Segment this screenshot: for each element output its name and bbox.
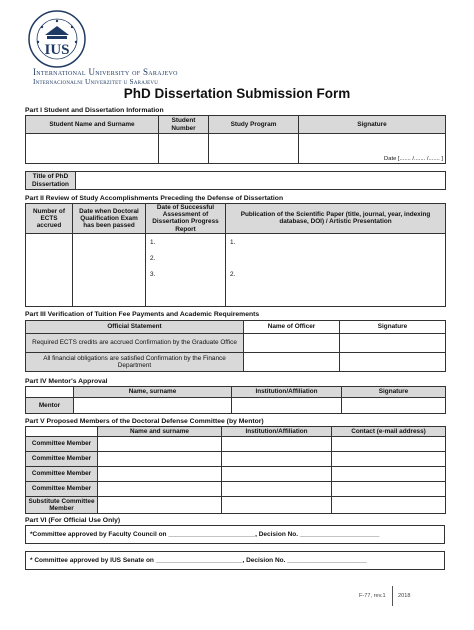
committee-name-field[interactable] (98, 482, 222, 497)
faculty-council-approval[interactable]: *Committee approved by Faculty Council on ________________________, Decision No. ______________________ (26, 526, 445, 544)
col-signature: Signature (299, 116, 446, 134)
committee-institution-field[interactable] (222, 497, 332, 514)
officer-signature-field[interactable] (340, 353, 446, 372)
committee-member-label: Committee Member (26, 467, 98, 482)
mentor-blank-header (26, 387, 74, 398)
logo-text: IUS (44, 42, 70, 58)
substitute-member-label: Substitute Committee Member (26, 497, 98, 514)
publication-item: 1. (230, 238, 236, 246)
title-table (25, 171, 446, 190)
col-official-statement: Official Statement (26, 321, 244, 334)
mentor-institution-field[interactable] (232, 398, 342, 414)
col-officer-name: Name of Officer (244, 321, 340, 334)
part6-table-2 (25, 551, 445, 570)
student-name-field[interactable] (26, 134, 159, 164)
ects-field[interactable] (26, 233, 73, 306)
student-number-field[interactable] (159, 134, 209, 164)
committee-institution-field[interactable] (222, 467, 332, 482)
table-row (26, 452, 446, 467)
university-name-en: International University of Sarajevo (33, 67, 178, 77)
mentor-name-field[interactable] (74, 398, 232, 414)
form-year: 2018 (398, 593, 411, 599)
col-committee-institution: Institution/Affiliation (222, 427, 332, 437)
committee-name-field[interactable] (98, 497, 222, 514)
committee-name-field[interactable] (98, 452, 222, 467)
form-title: PhD Dissertation Submission Form (123, 86, 351, 101)
part6-heading: Part VI (For Official Use Only) (25, 517, 121, 524)
table-row (26, 497, 446, 514)
statement-finance: All financial obligations are satisfied Confirmation by the Finance Department (26, 353, 244, 372)
publication-item: 2. (230, 270, 236, 278)
committee-blank-header (26, 427, 98, 437)
committee-member-label: Committee Member (26, 452, 98, 467)
officer-name-field[interactable] (244, 353, 340, 372)
signature-field[interactable] (299, 134, 446, 164)
committee-contact-field[interactable] (332, 467, 446, 482)
study-program-field[interactable] (209, 134, 299, 164)
assessment-item: 3. (150, 270, 156, 278)
col-publication: Publication of the Scientific Paper (title, journal, year, indexing database, DOI) / Artistic Presentation (226, 204, 446, 234)
committee-institution-field[interactable] (222, 437, 332, 452)
assessment-item: 1. (150, 238, 156, 246)
committee-contact-field[interactable] (332, 482, 446, 497)
title-field[interactable] (76, 172, 446, 190)
title-label: Title of PhD Dissertation (26, 172, 76, 190)
part4-table (25, 386, 446, 414)
publication-field[interactable] (226, 233, 446, 306)
mentor-label: Mentor (26, 398, 74, 414)
committee-contact-field[interactable] (332, 437, 446, 452)
committee-name-field[interactable] (98, 467, 222, 482)
part5-heading: Part V Proposed Members of the Doctoral Defense Committee (by Mentor) (25, 418, 264, 425)
col-officer-signature: Signature (340, 321, 446, 334)
senate-approval[interactable]: * Committee approved by IUS Senate on ________________________, Decision No. ______________________ (26, 552, 445, 570)
committee-contact-field[interactable] (332, 452, 446, 467)
col-committee-name: Name and surname (98, 427, 222, 437)
officer-signature-field[interactable] (340, 334, 446, 353)
part1-table (25, 115, 446, 164)
committee-member-label: Committee Member (26, 482, 98, 497)
table-row (26, 467, 446, 482)
university-name-bs: Internacionalni Univerzitet u Sarajevu (33, 77, 159, 86)
table-row (26, 437, 446, 452)
table-row (26, 482, 446, 497)
col-student-name: Student Name and Surname (26, 116, 159, 134)
assessment-field[interactable] (146, 233, 226, 306)
part6-table-1 (25, 525, 445, 544)
col-study-program: Study Program (209, 116, 299, 134)
part5-table (25, 426, 446, 514)
assessment-item: 2. (150, 254, 156, 262)
part2-table (25, 203, 446, 307)
part2-heading: Part II Review of Study Accomplishments Preceding the Defense of Dissertation (25, 195, 284, 202)
form-code: F-77, rev.1 (359, 593, 386, 599)
col-committee-contact: Contact (e-mail address) (332, 427, 446, 437)
university-logo (28, 10, 86, 68)
col-assessment-date: Date of Successful Assessment of Dissertation Progress Report (146, 204, 226, 234)
date-text: Date [....... /....... /....... ] (384, 155, 443, 162)
col-mentor-name: Name, surname (74, 387, 232, 398)
committee-name-field[interactable] (98, 437, 222, 452)
col-mentor-institution: Institution/Affiliation (232, 387, 342, 398)
statement-ects: Required ECTS credits are accrued Confirmation by the Graduate Office (26, 334, 244, 353)
part4-heading: Part IV Mentor's Approval (25, 378, 108, 385)
committee-member-label: Committee Member (26, 437, 98, 452)
committee-contact-field[interactable] (332, 497, 446, 514)
part1-heading: Part I Student and Dissertation Information (25, 107, 164, 114)
exam-date-field[interactable] (73, 233, 146, 306)
committee-institution-field[interactable] (222, 452, 332, 467)
officer-name-field[interactable] (244, 334, 340, 353)
col-mentor-signature: Signature (342, 387, 446, 398)
part3-heading: Part III Verification of Tuition Fee Payments and Academic Requirements (25, 311, 260, 318)
col-student-number: Student Number (159, 116, 209, 134)
col-exam-date: Date when Doctoral Qualification Exam has been passed (73, 204, 146, 234)
footer-divider (392, 586, 393, 606)
committee-institution-field[interactable] (222, 482, 332, 497)
col-ects: Number of ECTS accrued (26, 204, 73, 234)
mentor-signature-field[interactable] (342, 398, 446, 414)
part3-table (25, 320, 446, 372)
